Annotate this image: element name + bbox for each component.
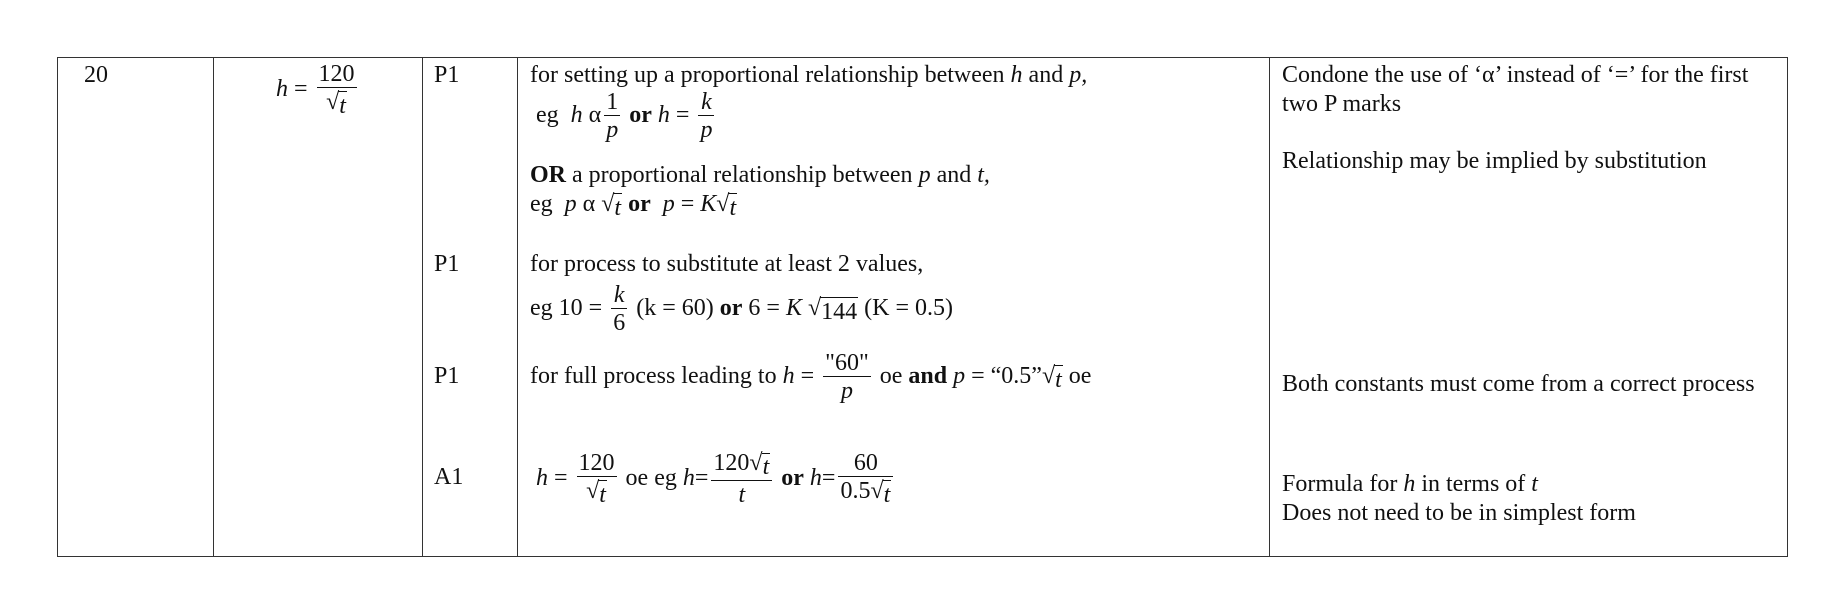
sqrt-icon: √ t xyxy=(326,89,346,119)
column-divider xyxy=(517,58,518,556)
working-row-4: h = 120 √ t oe eg h= 120 √ t t or h= 60 0.5 √ t xyxy=(530,450,1260,530)
mark-code: P1 xyxy=(434,251,460,277)
working-row-2: for process to substitute at least 2 values, eg 10 = $\frac{k}{6}$ (k = 60) or 6 = K √ 144 (K = 0.5) xyxy=(530,251,953,336)
mark-code: A1 xyxy=(434,464,464,490)
column-divider xyxy=(422,58,423,556)
answer-formula xyxy=(276,61,360,120)
answer-eq: = xyxy=(294,76,308,103)
answer-fraction xyxy=(317,61,357,120)
answer-denominator: t xyxy=(339,93,346,119)
mark-scheme-table: 20 h = 120 √ t P1 P1 P1 A1 for setting up a proportional relationship between h and p, eg h α $\frac{1}{p}$ or h = $\frac{k}{p}$ OR a proportional relationship between p and t, eg p α √ t or p = K √ t for process to substitute at least 2 values, eg 10 = $\frac{k}{6}$ (k = 60) or 6 = K √ 144 (K = 0.5) for full process leading to h = $\frac{"60"}{p}$ oe and p = “0.5” √ t oe h = 120 √ t oe eg h= 120 √ t t or h= 60 0.5 √ t Condone the use of ‘α’ instead of ‘=’ for the first two P marks Relationship may be implied by substitution Both constants must come from a correct process Formula for h in terms of t Does not need to be in simplest form xyxy=(57,57,1788,557)
question-number: 20 xyxy=(84,62,108,88)
answer-numerator: 120 xyxy=(318,61,355,87)
column-divider xyxy=(1269,58,1270,556)
mark-code: P1 xyxy=(434,363,460,389)
answer-lhs: h xyxy=(276,76,288,103)
working-row-3: for full process leading to h = $\frac{"60"}{p}$ oe and p = “0.5” √ t oe xyxy=(530,350,1092,404)
column-divider xyxy=(213,58,214,556)
working-row-1: for setting up a proportional relationship between h and p, eg h α $\frac{1}{p}$ or h = $\frac{k}{p}$ OR a proportional relationship between p and t, eg p α √ t or p = K √ t xyxy=(530,62,1088,221)
mark-code: P1 xyxy=(434,62,460,88)
